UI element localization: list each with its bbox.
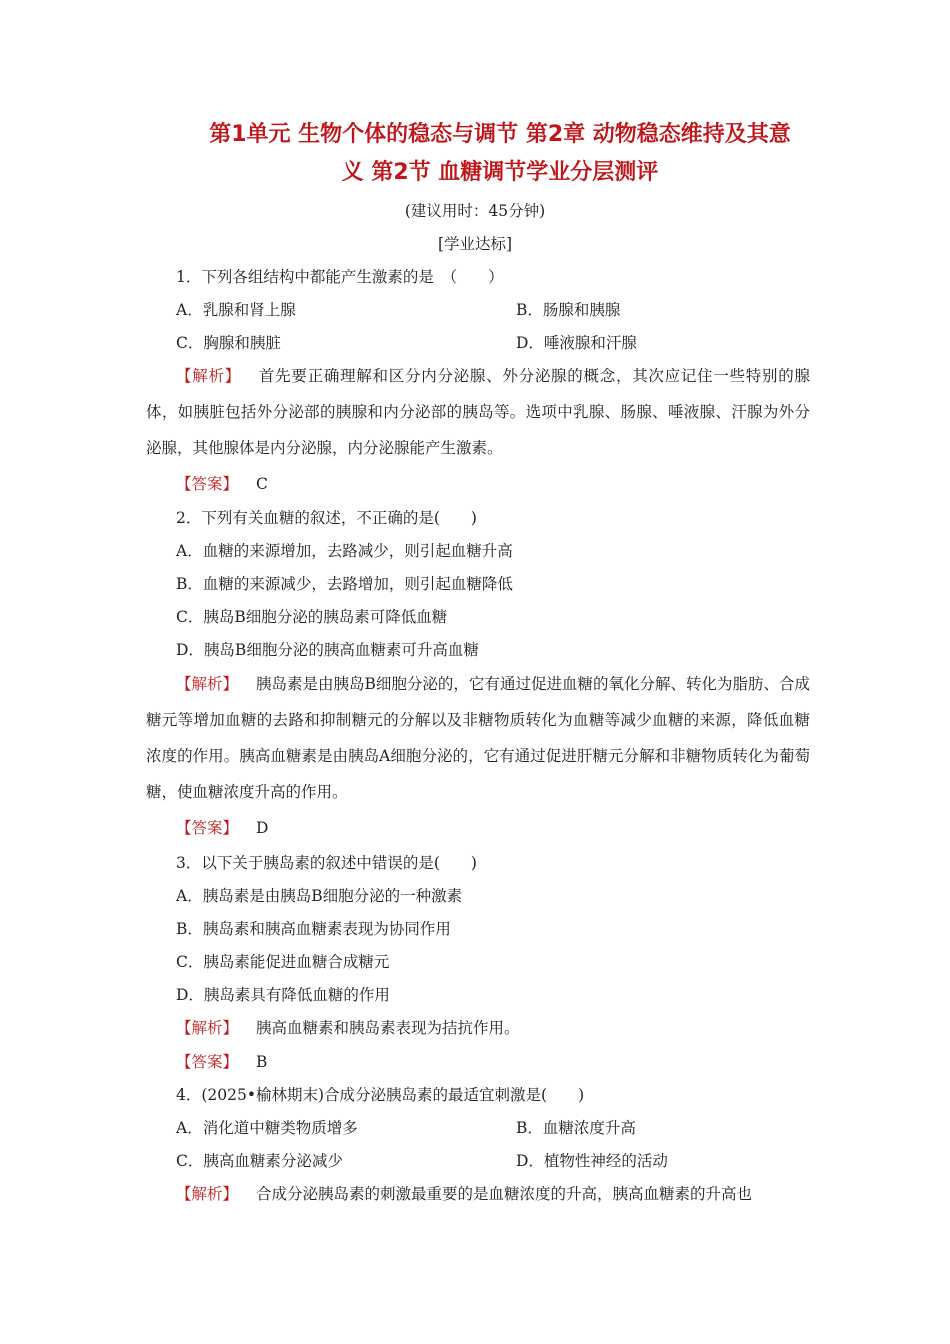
q4-stem: 4．(2025•榆林期末)合成分泌胰岛素的最适宜刺激是( ) [176,1086,585,1104]
section-heading: [学业达标] [437,235,513,253]
q2-analysis [146,666,810,810]
q3-option-b: B．胰岛素和胰高血糖素表现为协同作用 [176,920,451,938]
title-line-2: 义 第2节 血糖调节学业分层测评 [341,160,659,185]
q4-option-d: D．植物性神经的活动 [516,1152,668,1170]
q2-analysis-text: 胰岛素是由胰岛B细胞分泌的，它有通过促进血糖的氧化分解、转化为脂肪、合成糖元等增加血糖的去路和抑制糖元的分解以及非糖物质转化为血糖等减少血糖的来源，降低血糖浓度的作用。胰高血糖素是由胰岛A细胞分泌的，它有通过促进肝糖元分解和非糖物质转化为葡萄糖，使血糖浓度升高的作用。 [146,675,810,801]
q3-option-d: D．胰岛素具有降低血糖的作用 [176,986,390,1004]
q1-option-b: B．肠腺和胰腺 [516,301,621,319]
q2-answer-value: D [256,819,269,837]
answer-label: 【答案】 [176,1053,239,1071]
q1-analysis-text: 首先要正确理解和区分内分泌腺、外分泌腺的概念，其次应记住一些特别的腺体，如胰脏包括外分泌部的胰腺和内分泌部的胰岛等。选项中乳腺、肠腺、唾液腺、汗腺为外分泌腺，其他腺体是内分泌腺，内分泌腺能产生激素。 [146,367,810,457]
q2-option-d: D．胰岛B细胞分泌的胰高血糖素可升高血糖 [176,641,479,659]
q3-stem: 3．以下关于胰岛素的叙述中错误的是( ) [176,854,477,872]
q3-analysis-text: 胰高血糖素和胰岛素表现为拮抗作用。 [256,1019,520,1037]
q3-answer-value: B [256,1053,268,1071]
q2-answer [146,810,810,846]
analysis-label: 【解析】 [176,675,239,693]
time-note: (建议用时：45分钟) [404,202,546,220]
answer-label: 【答案】 [176,819,239,837]
q1-answer [146,466,810,502]
q2-option-c: C．胰岛B细胞分泌的胰岛素可降低血糖 [176,608,448,626]
q3-analysis [146,1010,810,1046]
q2-option-a: A．血糖的来源增加，去路减少，则引起血糖升高 [176,542,513,560]
title-line-1: 第1单元 生物个体的稳态与调节 第2章 动物稳态维持及其意 [209,122,791,147]
q1-option-c: C．胸腺和胰脏 [176,334,281,352]
q3-answer [146,1044,810,1080]
q1-analysis [146,358,810,466]
q1-answer-value: C [256,475,268,493]
q4-option-b: B．血糖浓度升高 [516,1119,636,1137]
q4-option-a: A．消化道中糖类物质增多 [176,1119,358,1137]
q1-option-d: D．唾液腺和汗腺 [516,334,637,352]
q4-analysis [146,1176,810,1212]
q2-option-b: B．血糖的来源减少，去路增加，则引起血糖降低 [176,575,513,593]
q1-option-a: A．乳腺和肾上腺 [176,301,296,319]
analysis-label: 【解析】 [176,1019,239,1037]
q2-stem: 2．下列有关血糖的叙述，不正确的是( ) [176,509,477,527]
q4-analysis-text: 合成分泌胰岛素的刺激最重要的是血糖浓度的升高，胰高血糖素的升高也 [256,1185,753,1203]
q3-option-a: A．胰岛素是由胰岛B细胞分泌的一种激素 [176,887,463,905]
analysis-label: 【解析】 [176,1185,239,1203]
q4-option-c: C．胰高血糖素分泌减少 [176,1152,343,1170]
q1-stem: 1．下列各组结构中都能产生激素的是 （ ） [176,268,504,286]
analysis-label: 【解析】 [176,367,241,385]
answer-label: 【答案】 [176,475,239,493]
q3-option-c: C．胰岛素能促进血糖合成糖元 [176,953,390,971]
